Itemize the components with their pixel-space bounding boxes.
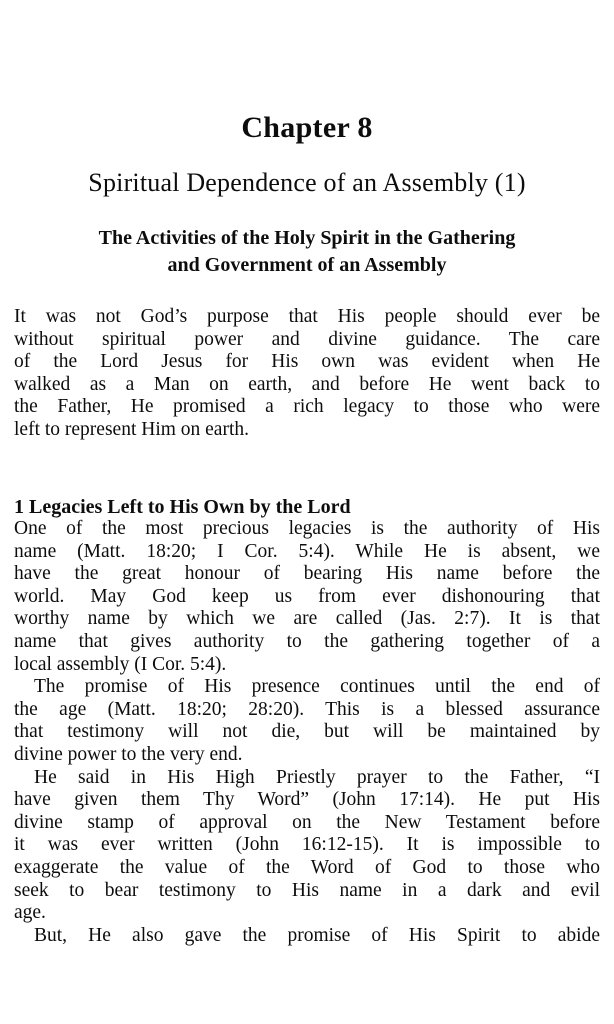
text-line: of the Lord Jesus for His own was evident when He: [14, 351, 600, 373]
text-line: that testimony will not die, but will be maintained by: [14, 721, 600, 743]
text-line: It was not God’s purpose that His people should ever be: [14, 306, 600, 327]
text-line: age.: [14, 902, 46, 924]
text-line: the Father, He promised a rich legacy to those who were: [14, 396, 600, 418]
section-subheading: 1 Legacies Left to His Own by the Lord: [14, 496, 351, 518]
text-line: walked as a Man on earth, and before He went back to: [14, 373, 600, 395]
text-line: world. May God keep us from ever dishonouring that: [14, 585, 600, 607]
text-line: left to represent Him on earth.: [14, 418, 249, 440]
text-line: divine power to the very end.: [14, 743, 243, 765]
section-heading-line: and Government of an Assembly: [167, 254, 447, 276]
chapter-title: Chapter 8: [241, 111, 373, 144]
text-line: have given them Thy Word” (John 17:14). He put His: [14, 789, 600, 811]
text-line: But, He also gave the promise of His Spirit to abide: [34, 924, 600, 946]
text-line: The promise of His presence continues until the end of: [34, 676, 600, 698]
section-heading: [14, 225, 600, 279]
text-line: worthy name by which we are called (Jas. 2:7). It is that: [14, 608, 600, 630]
section-heading-line: The Activities of the Holy Spirit in the Gathering: [98, 227, 516, 249]
text-line: name (Matt. 18:20; I Cor. 5:4). While He is absent, we: [14, 540, 600, 562]
text-line: He said in His High Priestly prayer to the Father, “I: [34, 766, 600, 788]
text-line: divine stamp of approval on the New Testament before: [14, 811, 600, 833]
text-line: local assembly (I Cor. 5:4).: [14, 653, 227, 675]
text-line: One of the most precious legacies is the authority of His: [14, 518, 600, 539]
text-line: the age (Matt. 18:20; 28:20). This is a blessed assurance: [14, 698, 600, 720]
text-line: without spiritual power and divine guidance. The care: [14, 328, 600, 350]
text-line: have the great honour of bearing His name before the: [14, 563, 600, 585]
text-line: name that gives authority to the gathering together of a: [14, 630, 600, 652]
text-line: it was ever written (John 16:12-15). It is impossible to: [14, 834, 600, 856]
text-line: exaggerate the value of the Word of God to those who: [14, 856, 600, 878]
text-line: seek to bear testimony to His name in a dark and evil: [14, 879, 600, 901]
intro-paragraph: [14, 306, 600, 442]
chapter-subtitle: Spiritual Dependence of an Assembly (1): [88, 168, 526, 197]
section-body: [14, 518, 600, 947]
book-page: [14, 0, 600, 1024]
